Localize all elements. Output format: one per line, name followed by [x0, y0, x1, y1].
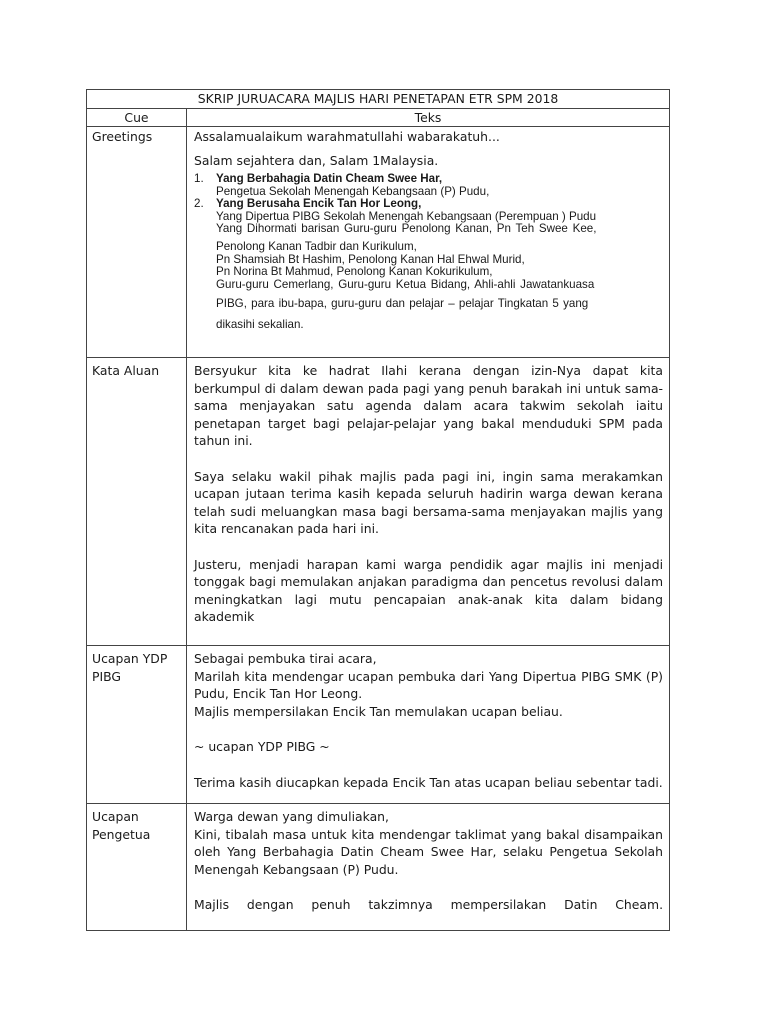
title-row	[87, 90, 670, 109]
text-line: ~ ucapan YDP PIBG ~	[194, 739, 330, 754]
paragraph: Bersyukur kita ke hadrat Ilahi kerana dengan izin-Nya dapat kita berkumpul di dalam dewan pada pagi yang penuh barakah ini untuk sama-sama menjayakan satu agenda dalam acara takwim sekolah iaitu penetapan target bagi pelajar-pelajar yang bakal menduduki SPM pada tahun ini.	[194, 363, 664, 448]
text-line: Warga dewan yang dimuliakan,	[194, 809, 389, 824]
paragraph: Kini, tibalah masa untuk kita mendengar taklimat yang bakal disampaikan oleh Yang Berbahagia Datin Cheam Swee Har, selaku Pengetua Sekolah Menengah Kebangsaan (P) Pudu.	[194, 826, 664, 877]
item-number: 1.	[194, 172, 204, 185]
teks-greetings	[187, 127, 670, 358]
cue-greetings: Greetings	[87, 127, 187, 358]
teks-ucapan-pengetua	[187, 804, 670, 931]
paragraph: Justeru, menjadi harapan kami warga pendidik agar majlis ini menjadi tonggak bagi memulakan anjakan paradigma dan pencetus revolusi dalam meningkatkan lagi mutu pencapaian anak-anak kita dalam bidang akademik	[194, 556, 664, 624]
guest-line: dikasihi sekalian.	[216, 317, 304, 331]
kata-aluan-row	[87, 358, 670, 646]
teks-ucapan-ydp	[187, 646, 670, 804]
guest-role: Pengetua Sekolah Menengah Kebangsaan (P) Pudu,	[216, 184, 490, 198]
guest-name: Yang Berusaha Encik Tan Hor Leong,	[216, 197, 422, 211]
teks-column-header: Teks	[187, 108, 670, 127]
guest-name: Yang Berbahagia Datin Cheam Swee Har,	[216, 172, 443, 185]
guest-line: Pn Norina Bt Mahmud, Penolong Kanan Kokurikulum,	[216, 265, 493, 279]
paragraph: Marilah kita mendengar ucapan pembuka dari Yang Dipertua PIBG SMK (P) Pudu, Encik Tan Hor Leong.	[194, 668, 664, 701]
cue-ucapan-ydp: Ucapan YDP PIBG	[87, 646, 187, 804]
guest-role: Yang Dipertua PIBG Sekolah Menengah Kebangsaan (Perempuan ) Pudu	[216, 209, 597, 223]
text-line: Terima kasih diucapkan kepada Encik Tan atas ucapan beliau sebentar tadi.	[194, 774, 663, 790]
text-line: Majlis mempersilakan Encik Tan memulakan ucapan beliau.	[194, 703, 563, 719]
honored-guests-line: Yang Dihormati barisan Guru-guru Penolong Kanan, Pn Teh Swee Kee,	[216, 222, 597, 236]
header-row	[87, 108, 670, 127]
greeting-line: Assalamualaikum warahmatullahi wabarakatuh...	[194, 129, 500, 144]
ucapan-ydp-row	[87, 646, 670, 804]
cue-ucapan-pengetua: Ucapan Pengetua	[87, 804, 187, 931]
guest-line: Guru-guru Cemerlang, Guru-guru Ketua Bidang, Ahli-ahli Jawatankuasa	[216, 277, 595, 291]
paragraph: Majlis dengan penuh takzimnya mempersilakan Datin Cheam.	[194, 897, 664, 912]
script-table	[86, 89, 670, 931]
guest-item-1	[194, 173, 663, 198]
guest-item-2	[194, 198, 663, 236]
ucapan-pengetua-row	[87, 804, 670, 931]
paragraph: Saya selaku wakil pihak majlis pada pagi ini, ingin sama merakamkan ucapan jutaan terima kasih kepada seluruh hadirin warga dewan kerana telah sudi meluangkan masa bagi bersama-sama menjayakan majlis yang kita rencanakan pada hari ini.	[194, 468, 664, 536]
guest-line: Penolong Kanan Tadbir dan Kurikulum,	[216, 239, 417, 253]
item-number: 2.	[194, 197, 204, 211]
greetings-row	[87, 127, 670, 358]
cue-column-header: Cue	[87, 108, 187, 127]
greeting-line: Salam sejahtera dan, Salam 1Malaysia.	[194, 153, 439, 168]
teks-kata-aluan	[187, 358, 670, 646]
guest-line: Pn Shamsiah Bt Hashim, Penolong Kanan Hal Ehwal Murid,	[216, 252, 525, 266]
document-title: SKRIP JURUACARA MAJLIS HARI PENETAPAN ETR SPM 2018	[87, 90, 670, 109]
guest-line: PIBG, para ibu-bapa, guru-guru dan pelajar – pelajar Tingkatan 5 yang	[216, 297, 589, 311]
honored-guests-list	[194, 241, 663, 332]
cue-kata-aluan: Kata Aluan	[87, 358, 187, 646]
text-line: Sebagai pembuka tirai acara,	[194, 651, 377, 666]
